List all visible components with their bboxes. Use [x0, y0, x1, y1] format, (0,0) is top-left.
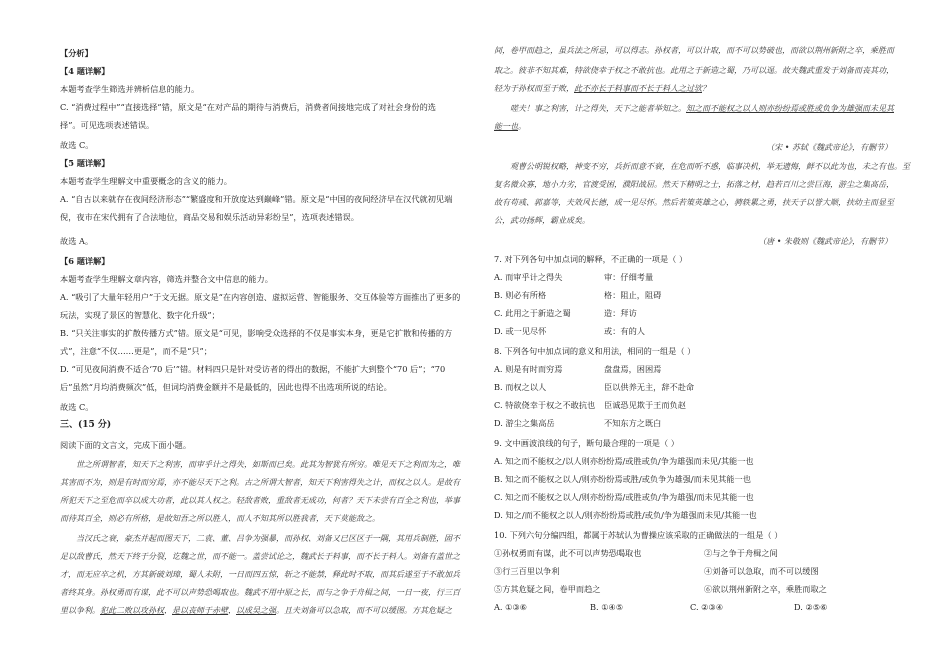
analysis-line: 本题考查学生理解文中重要概念的含义的能力。	[60, 176, 232, 186]
question-8: 8. 下列各句中加点词的意义和用法，相同的一组是（ ）	[494, 346, 696, 356]
q7-option-note: 造：拜访	[604, 308, 637, 318]
q7-option: B. 则必有所格	[494, 290, 547, 300]
analysis-line: 【5 题详解】	[60, 158, 110, 168]
analysis-line: 故选 C。	[60, 402, 94, 412]
analysis-line: 玩法，实现了景区的智慧化、数字化升级”；	[60, 310, 220, 320]
q10-choice: B. ①④⑤	[590, 602, 624, 612]
question-7: 7. 对下列各句中加点词的解释，不正确的一项是（ ）	[494, 254, 688, 264]
analysis-line: A. “吸引了大量年轻用户”于文无据。原文是“在内容创造、虚拟运营、智能服务、交互体验等方面推出了更多的	[60, 292, 461, 302]
instruction: 阅读下面的文言文，完成下面小题。	[60, 440, 192, 450]
passage-line: 其害而不为，则是有时而穷焉，亦不能尽天下之利。古之所谓大智者，知天下利害得失之计，而权之以人。是故有	[60, 478, 460, 487]
passage-line: 所犯天下之至危而卒以成大功者，此以其人权之。轻敌者败，重敌者无成功，何者？天下未尝有百全之利也，举事	[60, 496, 460, 505]
analysis-line: 故选 A。	[60, 236, 94, 246]
q9-option: B. 知之而不能权之以人/则亦纷纷焉或胜/或负争为雄强/而未见其能一也	[494, 474, 751, 484]
q8-option-note: 盘盘焉，困困焉	[604, 364, 662, 374]
analysis-line: 【6 题详解】	[60, 256, 110, 266]
q8-option: C. 特欲侥幸于权之不敢抗也	[494, 400, 596, 410]
q8-option-note: 臣以供养无主，辞不赴命	[604, 382, 695, 392]
analysis-line: B. “只关注事实的扩散传播方式”错。原文是“可见，影响受众选择的不仅是事实本身，更是它扩散和传播的方	[60, 328, 453, 338]
passage-line: 者终其身。孙权勇而有谋，此不可以声势恐喝取也。魏武不用中原之长，而与之争于舟楫之间，一日一夜，行三百	[60, 588, 460, 597]
q7-option: C. 此用之于新造之蜀	[494, 308, 571, 318]
analysis-line: 【分析】	[60, 48, 93, 58]
analysis-line: 倪，夜市在宋代拥有了合法地位，商品交易和娱乐活动异彩纷呈”，选项表述错误。	[60, 212, 359, 222]
q10-choice: D. ②⑤⑥	[794, 602, 828, 612]
q9-option: C. 知之而不能权之以人/则亦纷纷焉/或胜或负/争为雄强/而未见其能一也	[494, 492, 754, 502]
passage-line: 才，而无应卒之机，方其新破刘璋，蜀人未附，一日而四五惊，斩之不能禁，释此时不取，而其后遂至于不敢加兵	[60, 570, 460, 579]
analysis-line: 后”虽然“月均消费频次”低，但词均消费金额并不是最低的，因此也得不出选项所说的结论。	[60, 382, 392, 392]
q10-item: ④刘备可以急取，而不可以缓图	[704, 566, 819, 576]
analysis-line: 式”，注意“不仅……更是”，而不是“只”；	[60, 346, 212, 356]
source-citation: （宋 • 苏轼《魏武帝论》，有删节）	[766, 143, 892, 152]
q8-option-note: 臣诚恐见欺于王而负赵	[604, 400, 686, 410]
q10-item: ⑤方其危疑之间，卷甲而趋之	[494, 584, 601, 594]
question-10: 10. 下列六句分编四组，都属于苏轼认为曹操应该采取的正确做法的一组是（ ）	[494, 530, 783, 540]
passage-line: 里以争利。犯此二败以攻孙权，是以丧师于赤壁，以成吴之强。且夫刘备可以急取，而不可以缓图。方其危疑之	[60, 606, 452, 615]
q7-option-note: 审：仔细考量	[604, 272, 654, 282]
analysis-line: 【4 题详解】	[60, 66, 110, 76]
passage-line: 足以敌曹氏，然天下终于分裂，讫魏之世，而不能一。盖尝试论之，魏武长于料事，而不长于料人。刘备有盖世之	[60, 552, 460, 561]
passage-line: 当汉氏之衰，豪杰并起而图天下，二袁、董、吕争为强暴，而孙权、刘备又已区区于一隅，其用兵制胜，固不	[76, 534, 460, 543]
passage-line: 复名微众寡，地小力劣，官渡受困，濮阳战屈。然天下精明之士，拓落之材，趋若百川之尝巨海，游尘之集高岳，	[494, 180, 894, 189]
passage-line: 间，卷甲而趋之，虽兵法之所忌，可以得志。孙权者，可以计取，而不可以势破也，而欲以荆州新附之卒，乘胜而	[494, 46, 894, 55]
q7-option: D. 或一见尽怀	[494, 326, 547, 336]
q7-option: A. 而审乎计之得失	[494, 272, 563, 282]
q10-item: ①孙权勇而有谋，此不可以声势恐喝取也	[494, 548, 642, 558]
analysis-line: 故选 C。	[60, 140, 94, 150]
passage-line: 世之所谓智者，知天下之利害，而审乎计之得失，如斯而已矣。此其为智犹有所穷。唯见天下之利而为之，唯	[76, 460, 460, 469]
q9-option: D. 知之/而不能权之以人/则亦纷纷焉或胜/或负/争为雄强而未见/其能一也	[494, 510, 757, 520]
analysis-line: A. “自古以来就存在夜间经济形态”“繁盛度和开放度达到巅峰”错。原文是“中国的夜间经济早在汉代就初见端	[60, 194, 453, 204]
q10-choice: A. ①③⑥	[494, 602, 528, 612]
analysis-line: 择”。可见选项表述错误。	[60, 120, 155, 130]
q10-choice: C. ②③④	[690, 602, 724, 612]
passage-line: 能一也。	[494, 122, 526, 131]
q9-option: A. 知之而不能权之/以人则亦纷纷焉/或胜或负/争为雄强而未见/其能一也	[494, 456, 754, 466]
analysis-line: 本题考查学生筛选并辨析信息的能力。	[60, 84, 200, 94]
passage-line: 故有苟彧、郭嘉等，夫效风长德，成一见尽怀。然后若策英雄之心，骋轶累之勇，扶天子以誉大顺，扶幼主而显至	[494, 198, 894, 207]
passage-line: 嗟夫！事之利害，计之得失，天下之能者举知之。知之而不能权之以人则亦纷纷焉或胜或负争为雄强而未见其	[510, 104, 894, 113]
q7-option-note: 格：阻止，阻碍	[604, 290, 662, 300]
q7-option-note: 或：有的人	[604, 326, 645, 336]
passage-line: 公，武功扬辉，霸业成矣。	[494, 216, 590, 225]
passage-line: 取之。彼非不知其难，特欲侥幸于权之不敢抗也。此用之于新造之蜀，乃可以逞。故夫魏武重发于刘备而丧其功，	[494, 66, 894, 75]
q8-option: D. 游尘之集高岳	[494, 418, 555, 428]
source-citation: （唐 • 朱敬则《魏武帝论》，有删节）	[758, 237, 892, 246]
q8-option: B. 而权之以人	[494, 382, 547, 392]
q10-item: ⑥欲以荆州新附之卒，乘胜而取之	[704, 584, 827, 594]
passage-line: 而待其百全，则必有所格，是故知吾之所以胜人，而人不知其所以胜我者，天下莫能敌之。	[60, 514, 380, 523]
passage-line: 轻为于孙权而至于败，此不亦长于料事而不长于料人之过欤？	[494, 84, 710, 93]
q10-item: ③行三百里以争利	[494, 566, 560, 576]
q8-option: A. 则是有时而穷焉	[494, 364, 563, 374]
analysis-line: C. “消费过程中”“直接选择”错，原文是“在对产品的期待与消费后，消费者间接地完成了对社会身份的选	[60, 102, 436, 112]
q10-item: ②与之争于舟楫之间	[704, 548, 778, 558]
section-title: 三、(15 分)	[60, 420, 112, 430]
analysis-line: D. “可见夜间消费不适合‘70 后’”错。材料四只是针对受访者的得出的数据，不能扩大到整个“70 后”；“70	[60, 364, 446, 374]
passage-line: 观曹公明锐权略，神变不穷，兵折而意不衰，在危而听不惑，临事决机，举无遗悔，鲜不以此为也，未之有也。至	[510, 162, 910, 171]
q8-option-note: 不知东方之既白	[604, 418, 662, 428]
analysis-line: 本题考查学生理解文章内容，筛选并整合文中信息的能力。	[60, 274, 273, 284]
question-9: 9. 文中画波浪线的句子，断句最合理的一项是（ ）	[494, 438, 679, 448]
